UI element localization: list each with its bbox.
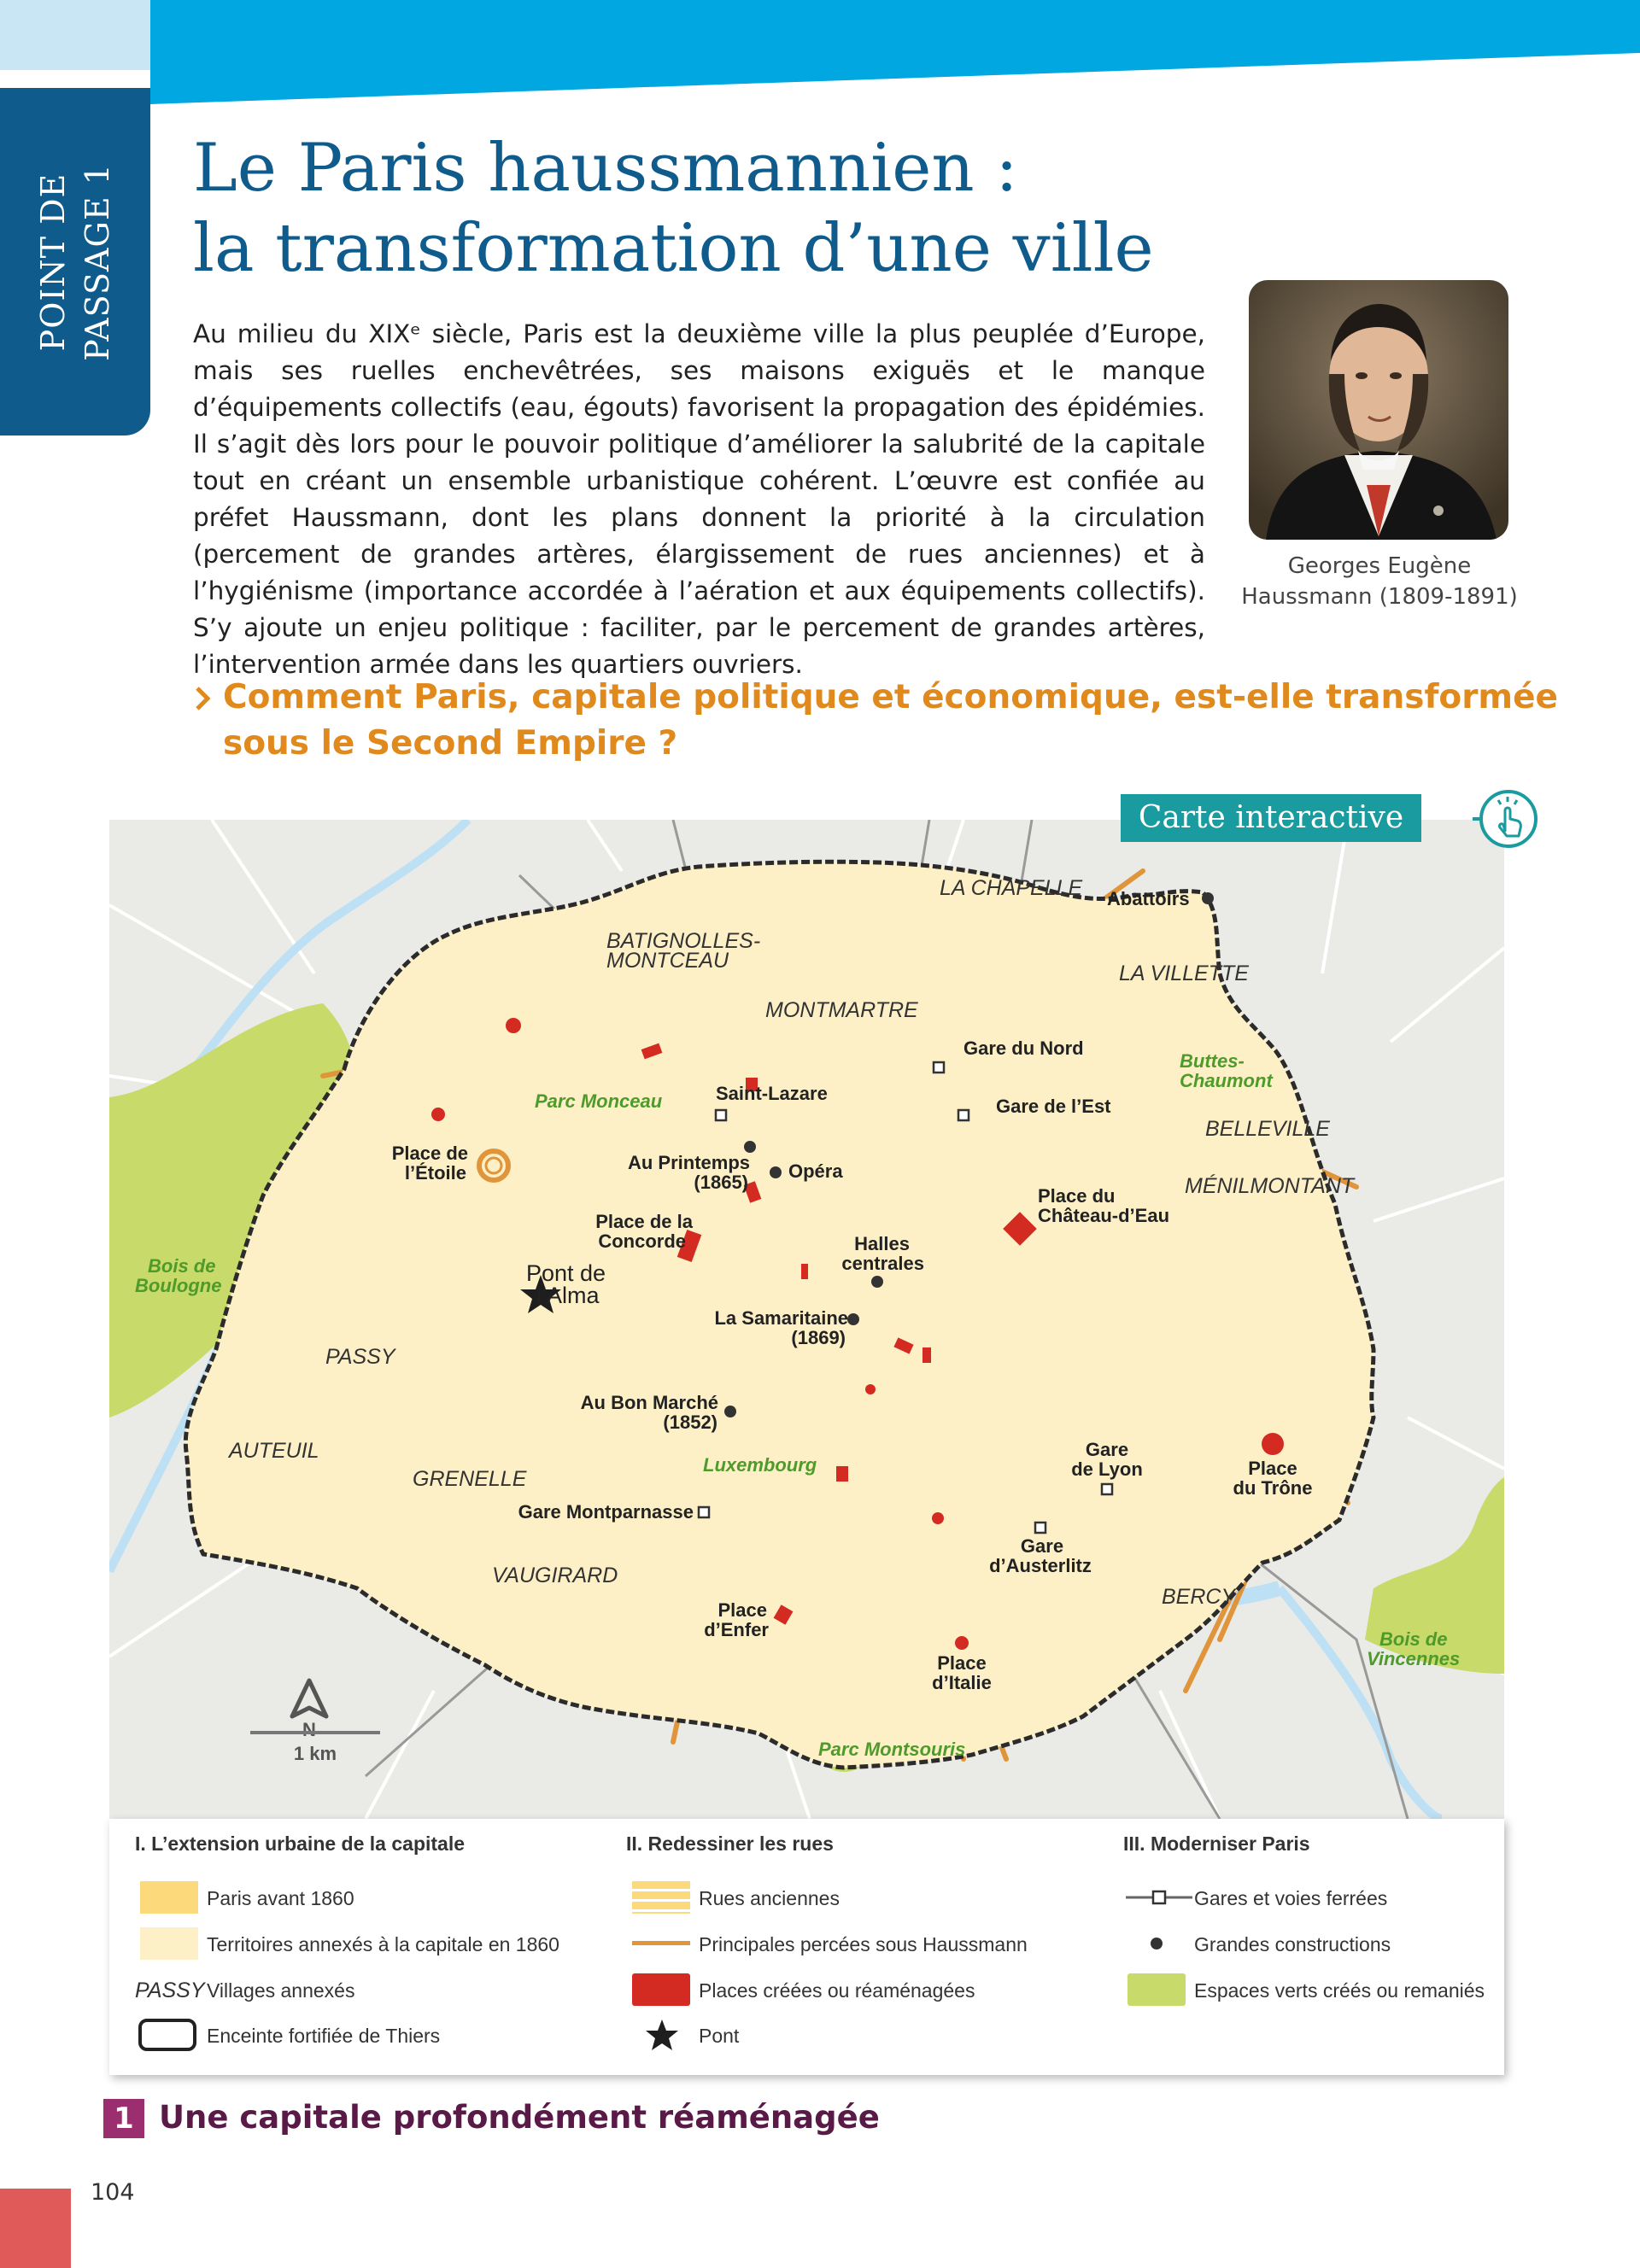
label-centrales: centrales [841, 1253, 924, 1274]
label-ditalie: d’Italie [932, 1672, 992, 1693]
label-bois-de-1: Bois de [148, 1255, 216, 1277]
label-batignolles: BATIGNOLLES- [606, 929, 761, 953]
legend-grandes-constructions: Grandes constructions [1194, 1933, 1391, 1955]
portrait-caption [1230, 551, 1529, 612]
label-menilmontant: MÉNILMONTANT [1185, 1174, 1355, 1198]
label-la-villette: LA VILLETTE [1119, 962, 1249, 985]
label-belleville: BELLEVILLE [1205, 1117, 1330, 1141]
question-line-1: Comment Paris, capitale politique et économique, est-elle transformée [223, 678, 1558, 716]
label-saint-lazare: Saint-Lazare [716, 1083, 828, 1104]
station-gare-de-lyon [1102, 1484, 1112, 1494]
legend-rues-anciennes: Rues anciennes [699, 1887, 840, 1909]
label-abattoirs: Abattoirs [1107, 888, 1190, 909]
label-boulogne: Boulogne [135, 1275, 222, 1296]
place-marker [932, 1512, 944, 1524]
label-vaugirard: VAUGIRARD [492, 1564, 618, 1587]
label-place-italie-1: Place [937, 1652, 987, 1674]
page-title [193, 128, 1154, 289]
construction-opera [770, 1166, 782, 1178]
construction-bon-marche [724, 1406, 736, 1418]
label-parc-monceau: Parc Monceau [535, 1090, 663, 1112]
label-samaritaine: La Samaritaine [714, 1307, 848, 1329]
swatch-enceinte [138, 2019, 196, 2051]
label-chateau-deau: Château-d’Eau [1038, 1205, 1170, 1226]
place-marker [865, 1384, 876, 1394]
construction-abattoirs [1202, 892, 1214, 904]
label-opera: Opéra [788, 1160, 843, 1182]
place-marker [836, 1466, 848, 1482]
label-1852: (1852) [663, 1412, 718, 1433]
legend-territoires-annexes: Territoires annexés à la capitale en 1860 [207, 1933, 559, 1955]
label-vincennes: Vincennes [1367, 1648, 1461, 1669]
label-etoile: l’Étoile [404, 1162, 466, 1184]
station-icon [1126, 1886, 1192, 1909]
label-place-du: Place du [1038, 1185, 1116, 1207]
page-number: 104 [91, 2179, 135, 2206]
legend-col2-title: II. Redessiner les rues [626, 1833, 834, 1855]
caption-line-2: Haussmann (1809-1891) [1241, 584, 1518, 610]
station-saint-lazare [716, 1110, 726, 1120]
label-passy: PASSY [325, 1345, 395, 1369]
star-icon [645, 2018, 679, 2052]
label-la-chapelle: LA CHAPELLE [940, 876, 1083, 900]
label-gare-montparnasse: Gare Montparnasse [518, 1501, 694, 1523]
map-legend [109, 1819, 1504, 2075]
label-luxembourg: Luxembourg [703, 1454, 817, 1476]
place-marker-trone [1262, 1433, 1284, 1455]
label-auteuil: AUTEUIL [229, 1439, 319, 1463]
chevron-right-icon [193, 675, 214, 721]
legend-pont: Pont [699, 2025, 740, 2047]
swatch-percees [632, 1941, 690, 1945]
paris-map [109, 820, 1504, 1819]
place-marker [801, 1264, 808, 1279]
top-band [0, 0, 1640, 104]
title-line-2: la transformation d’une ville [193, 210, 1154, 287]
station-gare-montparnasse [699, 1507, 709, 1517]
caption-line-1: Georges Eugène [1287, 553, 1472, 579]
legend-col3-title: III. Moderniser Paris [1123, 1833, 1310, 1855]
legend-places: Places créées ou réaménagées [699, 1979, 975, 2002]
label-gare-du-nord: Gare du Nord [964, 1038, 1084, 1059]
label-bois-de-2: Bois de [1379, 1628, 1448, 1650]
swatch-espaces-verts [1128, 1973, 1186, 2006]
label-montceau: MONTCEAU [606, 949, 729, 973]
label-du-trone: du Trône [1233, 1477, 1313, 1499]
label-au-printemps: Au Printemps [627, 1152, 750, 1173]
legend-enceinte: Enceinte fortifiée de Thiers [207, 2025, 441, 2047]
place-marker-italie [955, 1636, 969, 1650]
swatch-rues-anciennes [632, 1881, 690, 1914]
construction-au-printemps [744, 1141, 756, 1153]
place-marker [506, 1018, 521, 1033]
swatch-places [632, 1973, 690, 2006]
interactive-map-button[interactable]: Carte interactive [1121, 794, 1421, 842]
section-tab-text [0, 88, 150, 435]
guiding-question [193, 675, 1558, 767]
label-gare-austerlitz-1: Gare [1020, 1535, 1064, 1557]
legend-espaces-verts: Espaces verts créés ou remaniés [1194, 1979, 1485, 2002]
place-marker [431, 1108, 445, 1121]
label-chaumont: Chaumont [1180, 1070, 1273, 1091]
label-place-de-la: Place de la [595, 1211, 693, 1232]
label-halles: Halles [854, 1233, 910, 1254]
legend-col1-title: I. L’extension urbaine de la capitale [135, 1833, 466, 1855]
station-gare-du-nord [934, 1062, 944, 1073]
legend-village-example: PASSY [135, 1979, 205, 2002]
page-number-bar [0, 2189, 71, 2268]
label-grenelle: GRENELLE [413, 1467, 527, 1491]
construction-samaritaine [847, 1313, 859, 1325]
label-place-de: Place de [391, 1143, 468, 1164]
station-gare-dausterlitz [1035, 1523, 1046, 1533]
question-line-2: sous le Second Empire ? [223, 724, 678, 763]
haussmann-portrait [1249, 280, 1508, 540]
swatch-territoires-annexes [140, 1927, 198, 1960]
label-parc-montsouris: Parc Montsouris [818, 1739, 966, 1760]
section-tab-line-2: PASSAGE 1 [79, 162, 116, 361]
label-bercy: BERCY [1162, 1585, 1236, 1609]
label-au-bon-marche: Au Bon Marché [580, 1392, 718, 1413]
label-place-enfer-1: Place [718, 1599, 767, 1621]
label-place-trone-1: Place [1248, 1458, 1297, 1479]
top-band-stripe [0, 0, 1640, 104]
title-line-1: Le Paris haussmannien : [193, 130, 1018, 207]
north-label: N [302, 1719, 316, 1740]
label-dausterlitz: d’Austerlitz [989, 1555, 1092, 1576]
place-marker [922, 1347, 931, 1363]
construction-halles [871, 1276, 883, 1288]
label-de-lyon: de Lyon [1071, 1458, 1143, 1480]
swatch-paris-avant-1860 [140, 1881, 198, 1914]
intro-paragraph: Au milieu du XIXᵉ siècle, Paris est la deuxième ville la plus peuplée d’Europe, mais ses ruelles enchevêtrées, ses maisons exiguës et le manque d’équipements collectifs (eau, égouts) favorisent la propagation des épidémies. Il s’agit dès lors pour le pouvoir politique d’améliorer la salubrité de la capitale tout en créant un ensemble urbanistique cohérent. L’œuvre est confiée au préfet Haussmann, dont les plans donnent la priorité à la circulation (percement de grandes artères, élargissement de rues anciennes) et à l’hygiénisme (importance accordée à l’aération et aux équipements collectifs). S’y ajoute un enjeu politique : faciliter, par le percement de grandes artères, l’intervention armée dans les quartiers ouvriers. [193, 319, 1205, 679]
label-buttes: Buttes- [1180, 1050, 1245, 1072]
label-lalma: l’Alma [536, 1283, 600, 1308]
legend-villages-annexes: Villages annexés [207, 1979, 355, 2002]
scale-label: 1 km [293, 1743, 337, 1764]
document-title: Une capitale profondément réaménagée [159, 2099, 880, 2136]
label-denfer: d’Enfer [704, 1619, 769, 1640]
label-montmartre: MONTMARTRE [765, 998, 918, 1022]
legend-gares: Gares et voies ferrées [1194, 1887, 1388, 1909]
hand-pointer-icon[interactable] [1473, 786, 1538, 851]
legend-paris-avant-1860: Paris avant 1860 [207, 1887, 354, 1909]
section-tab-line-1: POINT DE [34, 172, 72, 351]
label-1869: (1869) [791, 1327, 846, 1348]
legend-percees: Principales percées sous Haussmann [699, 1933, 1028, 1955]
label-1865: (1865) [694, 1172, 748, 1193]
station-gare-de-lest [958, 1110, 969, 1120]
label-concorde: Concorde [598, 1230, 686, 1252]
document-number: 1 [103, 2099, 144, 2138]
label-gare-de-lest: Gare de l’Est [996, 1096, 1111, 1117]
swatch-grandes-constructions [1151, 1938, 1163, 1949]
label-gare-lyon-1: Gare [1085, 1439, 1129, 1460]
label-pont-de: Pont de [526, 1260, 606, 1286]
